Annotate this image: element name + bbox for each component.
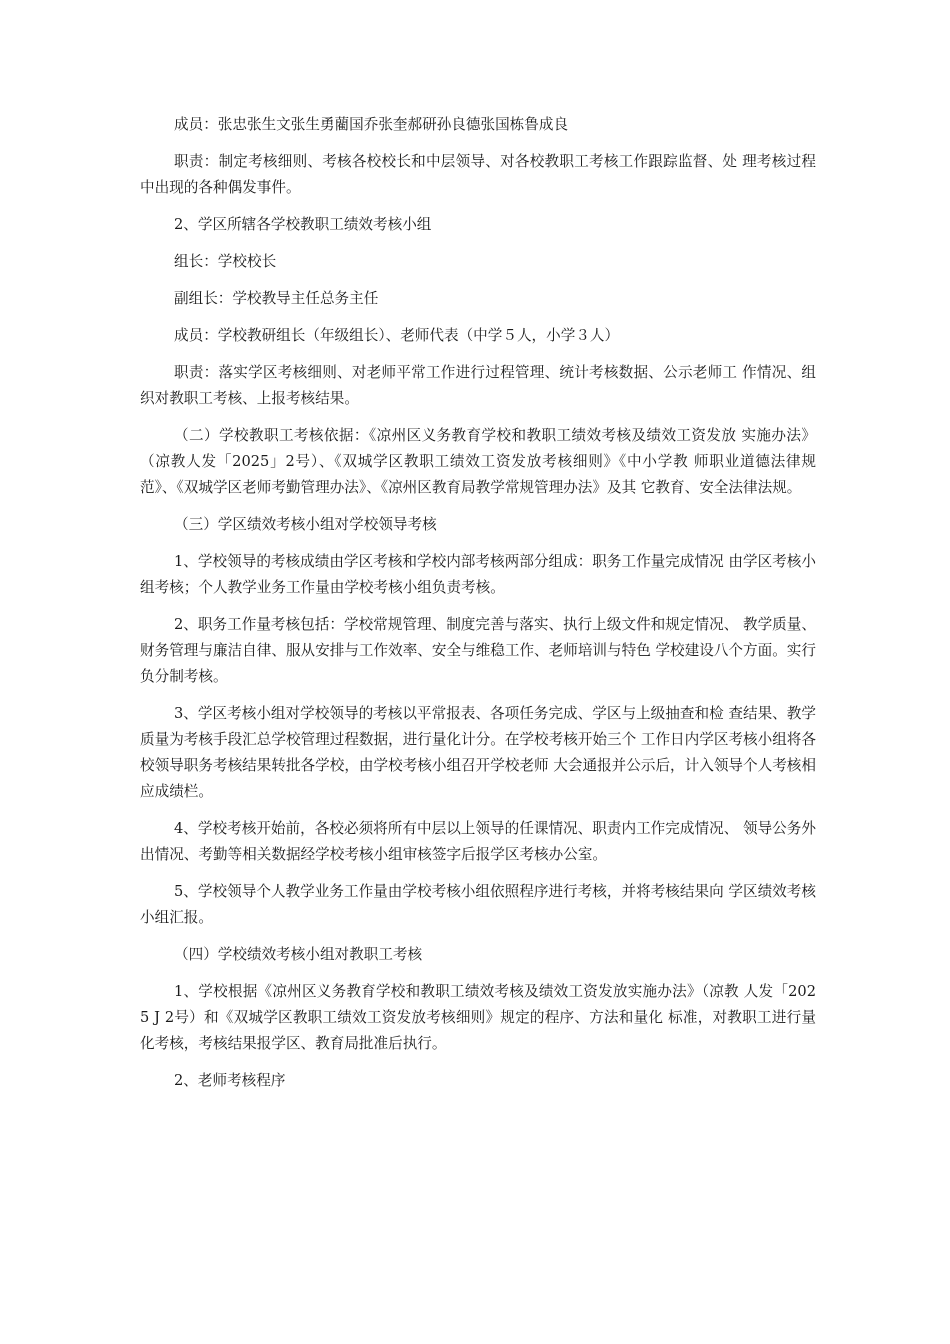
paragraph-group-leader: 组长：学校校长 (174, 253, 277, 270)
paragraph-section-two-basis: （二）学校教职工考核依据：《凉州区义务教育学校和教职工绩效考核及绩效工资发放 实施办法》（凉教人发「2025」2号）、《双城学区教职工绩效工资发放考核细则》《中小学教 师职业道德法律规范》、《双城学区老师考勤管理办法》、《凉州区教育局教学常规管理办法》及其 它教育、安全法律法规。 (140, 427, 816, 496)
paragraph-staff-assessment: 1、学校根据《凉州区义务教育学校和教职工绩效考核及绩效工资发放实施办法》（凉教 人发「2025 J 2号）和《双城学区教职工绩效工资发放考核细则》规定的程序、方法和量化 标准，对教职工进行量化考核，考核结果报学区、教育局批准后执行。 (140, 983, 816, 1052)
paragraph-duties-district: 职责：制定考核细则、考核各校校长和中层领导、对各校教职工考核工作跟踪监督、处 理考核过程中出现的各种偶发事件。 (140, 153, 816, 196)
paragraph-members: 成员：张忠张生文张生勇藺国乔张奎郝研孙良德张国栋鲁成良 (174, 116, 569, 133)
paragraph-section-three-heading: （三）学区绩效考核小组对学校领导考核 (174, 516, 437, 533)
paragraph-deputy-leader: 副组长：学校教导主任总务主任 (174, 290, 379, 307)
paragraph-assessment-method: 3、学区考核小组对学校领导的考核以平常报表、各项任务完成、学区与上级抽查和检 查结果、教学质量为考核手段汇总学校管理过程数据，进行量化计分。在学校考核开始三个 工作日内学区考核小组将各校领导职务考核结果转批各学校，由学校考核小组召开学校老师 大会通报并公示后，计入领导个人考核相应成绩栏。 (140, 705, 816, 800)
paragraph-pre-assessment: 4、学校考核开始前，各校必须将所有中层以上领导的任课情况、职责内工作完成情况、 领导公务外出情况、考勤等相关数据经学校考核小组审核签字后报学区考核办公室。 (140, 820, 816, 863)
paragraph-leader-score: 1、学校领导的考核成绩由学区考核和学校内部考核两部分组成：职务工作量完成情况 由学区考核小组考核；个人教学业务工作量由学校考核小组负责考核。 (140, 553, 816, 596)
paragraph-duties-school: 职责：落实学区考核细则、对老师平常工作进行过程管理、统计考核数据、公示老师工 作情况、组织对教职工考核、上报考核结果。 (140, 364, 816, 407)
paragraph-school-members: 成员：学校教研组长（年级组长）、老师代表（中学５人，小学３人） (174, 327, 620, 344)
paragraph-section-four-heading: （四）学校绩效考核小组对教职工考核 (174, 946, 423, 963)
document-body (140, 112, 816, 1105)
paragraph-workload-items: 2、职务工作量考核包括：学校常规管理、制度完善与落实、执行上级文件和规定情况、 教学质量、财务管理与廉洁自律、服从安排与工作效率、安全与维稳工作、老师培训与特色 学校建设八个方面。实行负分制考核。 (140, 616, 816, 685)
paragraph-school-group-heading: 2、学区所辖各学校教职工绩效考核小组 (174, 216, 432, 233)
paragraph-teacher-procedure: 2、老师考核程序 (174, 1072, 286, 1089)
paragraph-personal-workload: 5、学校领导个人教学业务工作量由学校考核小组依照程序进行考核，并将考核结果向 学区绩效考核小组汇报。 (140, 883, 816, 926)
